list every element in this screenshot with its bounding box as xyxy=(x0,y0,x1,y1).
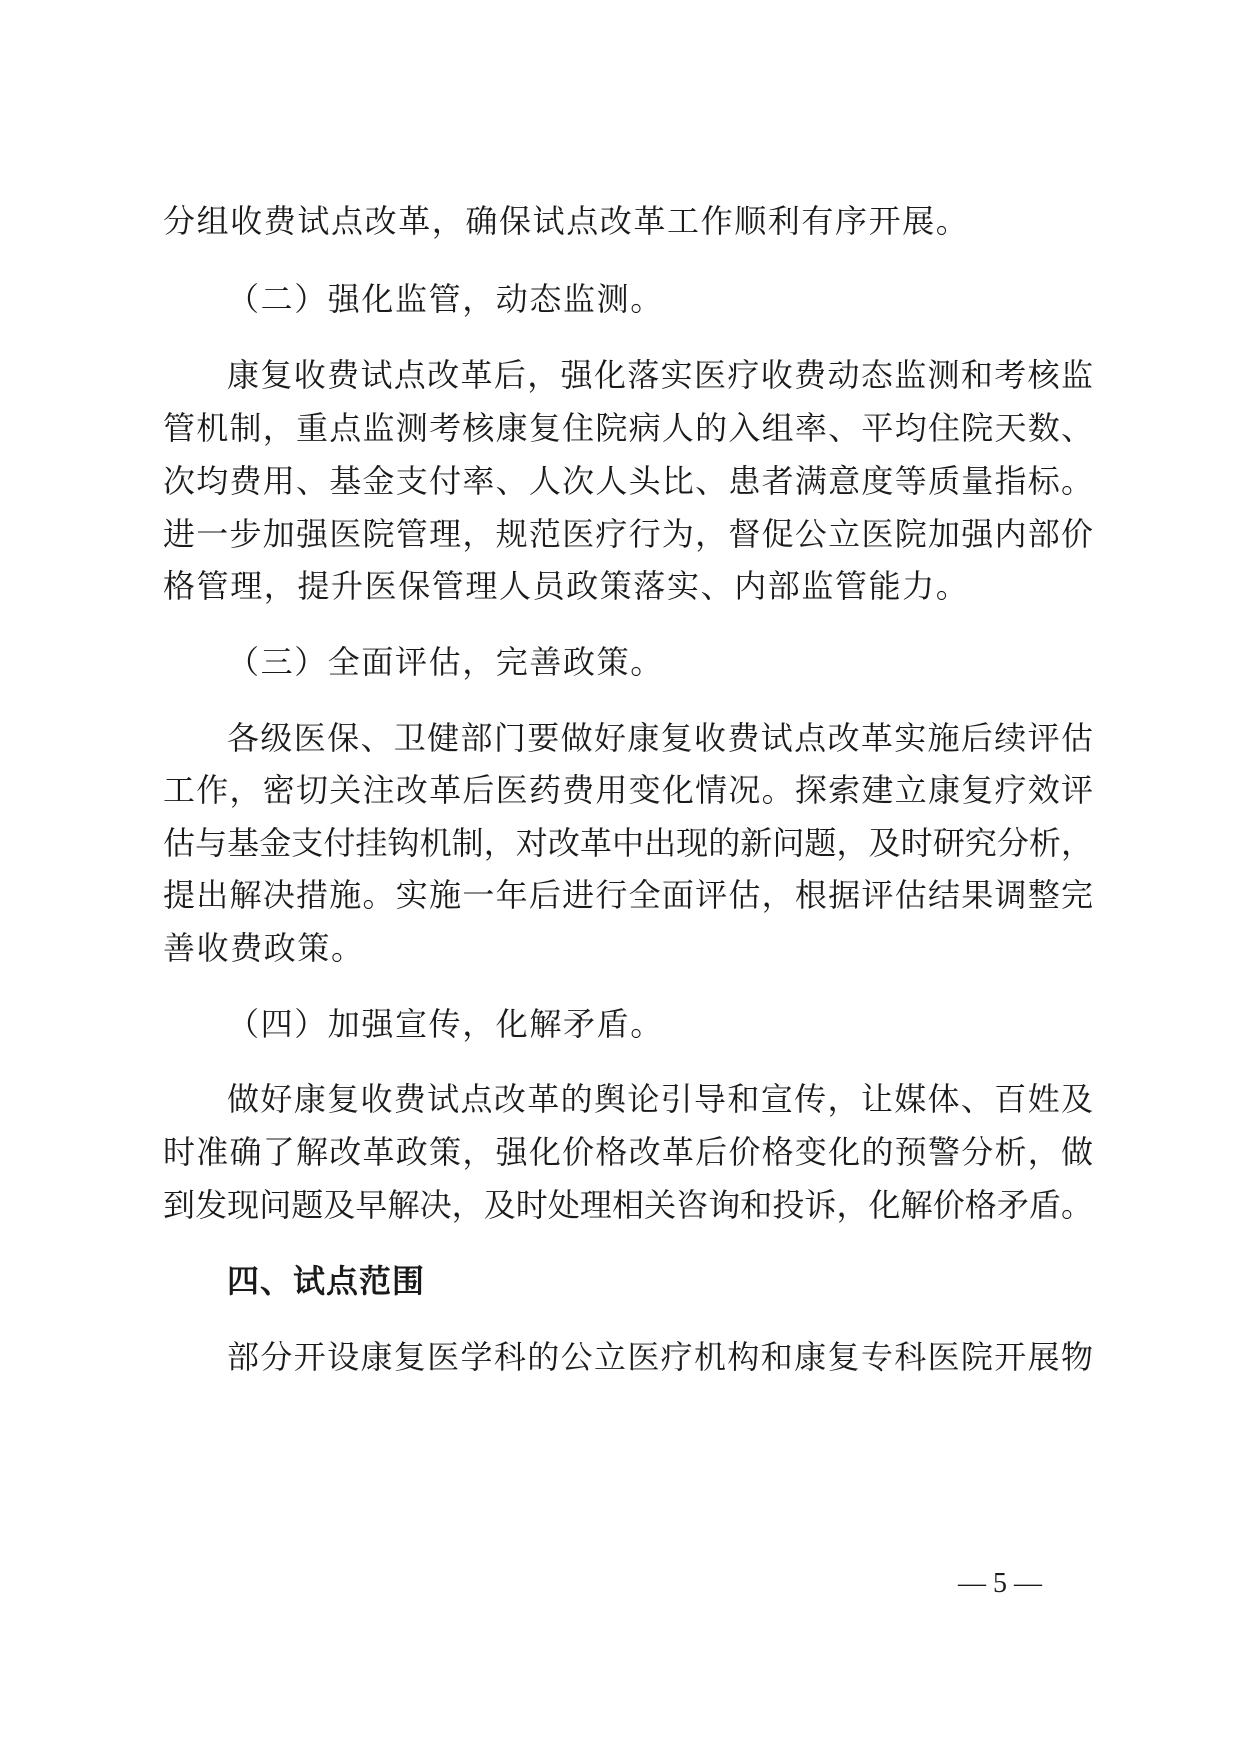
text-line: 估与基金支付挂钩机制，对改革中出现的新问题，及时研究分析， xyxy=(163,824,1093,862)
text-line: 各级医保、卫健部门要做好康复收费试点改革实施后续评估 xyxy=(227,719,1093,757)
text-line: 次均费用、基金支付率、人次人头比、患者满意度等质量指标。 xyxy=(163,462,1093,500)
section-heading: （四）加强宣传，化解矛盾。 xyxy=(227,1005,664,1043)
text-line: 进一步加强医院管理，规范医疗行为，督促公立医院加强内部价 xyxy=(163,515,1093,553)
text-line: 部分开设康复医学科的公立医疗机构和康复专科医院开展物 xyxy=(227,1338,1093,1376)
page-number: — 5 — xyxy=(958,1568,1042,1599)
text-line: 分组收费试点改革，确保试点改革工作顺利有序开展。 xyxy=(163,202,970,240)
text-line: 到发现问题及早解决，及时处理相关咨询和投诉，化解价格矛盾。 xyxy=(163,1186,1093,1224)
text-line: 康复收费试点改革后，强化落实医疗收费动态监测和考核监 xyxy=(227,356,1093,394)
text-line: 善收费政策。 xyxy=(163,929,365,967)
text-line: 做好康复收费试点改革的舆论引导和宣传，让媒体、百姓及 xyxy=(227,1080,1093,1118)
text-line: 时准确了解改革政策，强化价格改革后价格变化的预警分析，做 xyxy=(163,1133,1093,1171)
text-line: 格管理，提升医保管理人员政策落实、内部监管能力。 xyxy=(163,567,970,605)
section-heading: （三）全面评估，完善政策。 xyxy=(227,643,664,681)
section-heading: （二）强化监管，动态监测。 xyxy=(227,280,664,318)
chapter-heading: 四、试点范围 xyxy=(227,1262,426,1300)
text-line: 提出解决措施。实施一年后进行全面评估，根据评估结果调整完 xyxy=(163,876,1093,914)
text-line: 管机制，重点监测考核康复住院病人的入组率、平均住院天数、 xyxy=(163,409,1093,447)
text-line: 工作，密切关注改革后医药费用变化情况。探索建立康复疗效评 xyxy=(163,771,1093,809)
